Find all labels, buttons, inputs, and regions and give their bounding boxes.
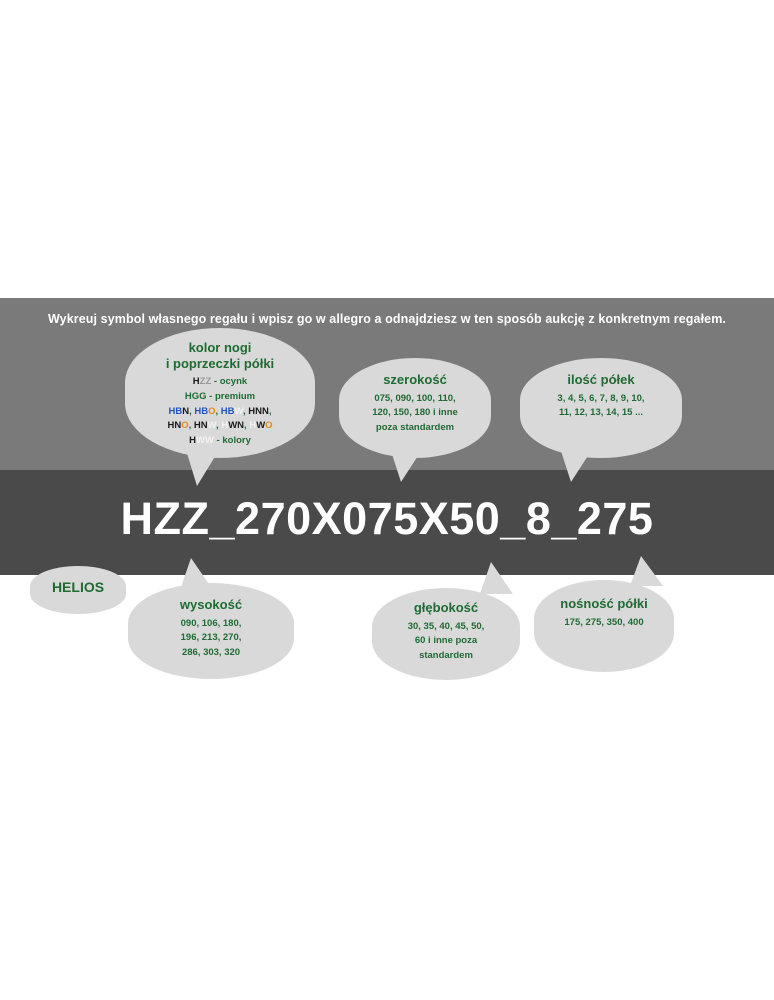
ilosc-polek-title: ilość półek [567,372,635,387]
kolor-line-2: HGG - premium [184,390,256,402]
wysokosc-line-3: 286, 303, 320 [181,647,241,659]
wysokosc-line-2: 196, 213, 270, [180,632,242,644]
ilosc-polek-bubble [520,358,682,458]
kolor-nogi-title-line1: kolor nogi [188,340,252,355]
kolor-nogi-bubble [125,328,315,458]
helios-brand-bubble [30,566,126,614]
kolor-line-1: HZZ - ocynk [192,376,248,388]
kolor-line-3: HBN, HBO, HBW, HNN, [168,405,272,417]
wysokosc-title: wysokość [179,597,243,612]
kolor-line-5: HWW - kolory [189,435,251,447]
headline-text: Wykreuj symbol własnego regału i wpisz go w allegro a odnajdziesz w ten sposób aukcję z konkretnym regałem. [47,312,726,326]
nosnosc-polki-title: nośność półki [560,596,648,611]
product-code-diagram [0,298,774,698]
nosnosc-polki-bubble [534,580,674,672]
szerokosc-bubble [339,358,491,458]
glebokosc-line-3: standardem [419,650,473,662]
kolor-nogi-title-line2: i poprzeczki półki [165,355,275,371]
nosnosc-bubble-tail [630,556,663,586]
szerokosc-line-2: 120, 150, 180 i inne [372,407,458,419]
nosnosc-polki-line-1: 175, 275, 350, 400 [564,616,644,628]
glebokosc-bubble [372,588,520,680]
helios-label: HELIOS [51,579,105,595]
glebokosc-line-2: 60 i inne poza [414,635,478,647]
glebokosc-line-1: 30, 35, 40, 45, 50, [407,620,485,632]
ilosc-polek-line-1: 3, 4, 5, 6, 7, 8, 9, 10, [557,392,645,404]
ilosc-polek-line-2: 11, 12, 13, 14, 15 ... [559,407,643,419]
kolor-line-4: HNO, HNW, HWN, HWO [167,420,273,432]
wysokosc-line-1: 090, 106, 180, [180,617,242,629]
wysokosc-bubble [128,583,294,679]
glebokosc-title: głębokość [413,600,479,615]
glebokosc-bubble-tail [480,562,513,594]
szerokosc-title: szerokość [383,372,447,387]
szerokosc-line-1: 075, 090, 100, 110, [374,392,456,404]
product-code: HZZ_270X075X50_8_275 [120,493,654,544]
szerokosc-line-3: poza standardem [375,422,455,434]
